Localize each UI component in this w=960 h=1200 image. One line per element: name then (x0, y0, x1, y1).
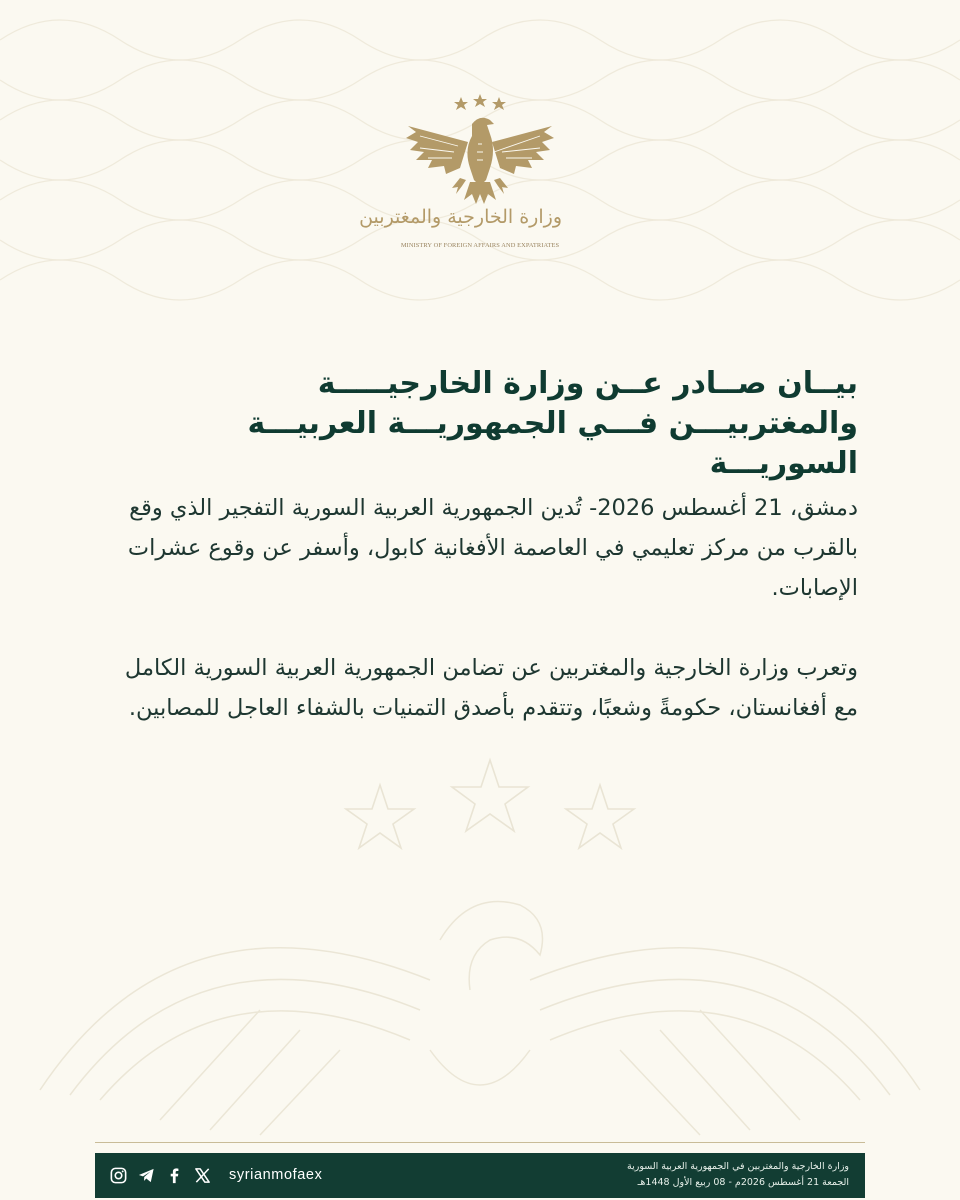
watermark-stars-icon (330, 750, 650, 870)
social-icons (109, 1153, 212, 1198)
logo-arabic-name: وزارة الخارجية والمغتربين (359, 206, 562, 228)
telegram-icon[interactable] (137, 1166, 156, 1185)
watermark-eagle-icon (0, 860, 960, 1150)
social-handle[interactable]: syrianmofaex (229, 1167, 323, 1183)
footer-divider (95, 1142, 865, 1143)
statement-title-line-1: بيــان صــادر عــن وزارة الخارجيـــــة (317, 366, 858, 401)
footer-date-line: الجمعة 21 أغسطس 2026م - 08 ربيع الأول 1448هـ (637, 1177, 849, 1188)
logo-english-name: MINISTRY OF FOREIGN AFFAIRS AND EXPATRIATES (400, 242, 560, 249)
facebook-icon[interactable] (165, 1166, 184, 1185)
x-icon[interactable] (193, 1166, 212, 1185)
eagle-emblem-icon (398, 94, 562, 209)
statement-paragraph-1: دمشق، 21 أغسطس 2026- تُدين الجمهورية العربية السورية التفجير الذي وقع بالقرب من مركز تعليمي في العاصمة الأفغانية كابول، وأسفر عن وقوع عشرات الإصابات. (127, 495, 858, 601)
footer-ministry-line: وزارة الخارجية والمغتربين في الجمهورية العربية السورية (627, 1161, 849, 1172)
statement-title-line-2: والمغتربيـــن فـــي الجمهوريـــة العربيـــة السوريـــة (247, 406, 858, 481)
footer-info (627, 1159, 849, 1191)
instagram-icon[interactable] (109, 1166, 128, 1185)
statement-paragraph-2: وتعرب وزارة الخارجية والمغتربين عن تضامن الجمهورية العربية السورية الكامل مع أفغانستان، حكومةً وشعبًا، وتتقدم بأصدق التمنيات بالشفاء العاجل للمصابين. (124, 655, 858, 721)
ministry-logo (359, 94, 562, 274)
footer-bar (95, 1153, 865, 1198)
statement-title (98, 364, 858, 484)
